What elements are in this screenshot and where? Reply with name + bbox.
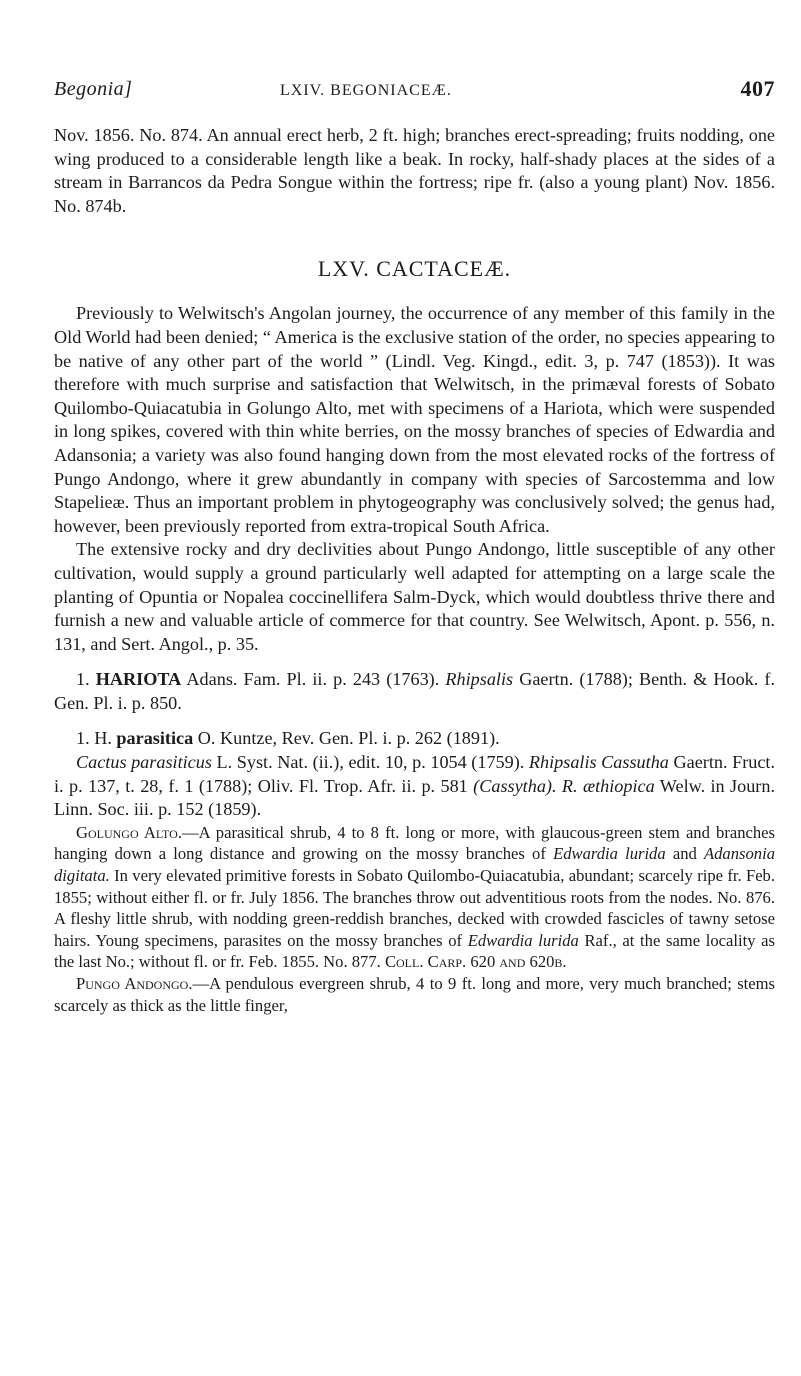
paragraph-cultivation: The extensive rocky and dry declivities about Pungo Andongo, little susceptible of any other cultivation, would supply a ground particularly well adapted for attempting on a large scale the planting of Opuntia or Nopalea coccinellifera Salm-Dyck, which would doubtless thrive there and furnish a new and valuable article of commerce for that country. See Welwitsch, Apont. p. 556, n. 131, and Sert. Angol., p. 35. — [54, 539, 775, 654]
synonym-3: R. æthiopica — [561, 775, 655, 796]
specimen-number: 877. — [351, 952, 381, 972]
locality-golungo-alto — [54, 822, 775, 973]
locality-text: In very elevated primitive forests in Sobato Quilombo-Quiacatubia, abundant; scarcely ripe fr. Feb. 1855; without either fl. or fr. July 1856. The branches throw out adventitious roots from the nodes. No. — [54, 866, 776, 907]
species-number: 1. H. — [76, 728, 112, 749]
genus-entry — [54, 668, 775, 715]
locality-pungo-andongo — [54, 973, 775, 1016]
running-head-left: Begonia] — [54, 78, 133, 100]
taxon-ref: Edwardia lurida — [553, 844, 666, 864]
locality-text: —A parasitical shrub, 4 to 8 ft. long or more, with glaucous-green stem and branches hanging down a long distance and growing on the mossy branches of — [54, 822, 775, 864]
genus-citation: Adans. Fam. Pl. ii. p. 243 (1763). — [186, 669, 440, 690]
locality-text: Raf., at the same locality as the last No.; without fl. or fr. Feb. 1855. No. — [54, 930, 776, 972]
synonym-2: Rhipsalis Cassutha — [528, 752, 669, 773]
species-citation: O. Kuntze, Rev. Gen. Pl. i. p. 262 (1891). — [197, 728, 500, 749]
synonym-2-note: (Cassytha). — [473, 775, 557, 796]
running-head-center: LXIV. BEGONIACEÆ. — [280, 82, 452, 99]
collection-ref: Coll. Carp. 620 and 620b. — [384, 952, 567, 972]
paragraph-history: Previously to Welwitsch's Angolan journey, the occurrence of any member of this family in the Old World had been denied; “ America is the exclusive station of the order, no species appearing to be native of any other part of the world ” (Lindl. Veg. Kingd., edit. 3, p. 747 (1853)). It was therefore with much surprise and satisfaction that Welwitsch, in the primæval forests of Sobato Quilombo-Quiacatubia in Golungo Alto, met with specimens of a Hariota, which were suspended in long spikes, covered with thin white berries, on the mossy branches of species of Edwardia and Adansonia; a variety was also found hanging down from the most elevated rocks of the fortress of Pungo Andongo, where it grew abundantly in company with species of Sarcostemma and low Stapelieæ. Thus an important problem in phytogeography was conclusively solved; the genus had, however, been previously reported from extra-tropical South Africa. — [54, 303, 775, 536]
genus-name: HARIOTA — [95, 669, 182, 690]
locality-text: A fleshy little shrub, with nodding green-reddish branches, decked with crowded fascicles of tawny setose hairs. Young specimens, parasites on the mossy branches of — [54, 909, 775, 950]
intro-paragraph: Nov. 1856. No. 874. An annual erect herb, 2 ft. high; branches erect-spreading; fruits nodding, one wing produced to a considerable length like a beak. In rocky, half-shady places at the sides of a stream in Barrancos da Pedra Songue within the fortress; ripe fr. (also a young plant) Nov. 1856. No. 874b. — [54, 125, 775, 216]
synonym-2-citation: Gaertn. Fruct. i. p. 137, t. 28, f. 1 (1788); Oliv. Fl. Trop. Afr. ii. p. 581 — [54, 752, 776, 796]
taxon-ref: Adansonia digitata. — [54, 844, 775, 886]
page-number: 407 — [740, 76, 775, 101]
synonym-3-citation: Welw. in Journ. Linn. Soc. iii. p. 152 (1859). — [54, 775, 775, 820]
taxon-ref: Edwardia lurida — [467, 930, 579, 950]
locality-name: Pungo Andongo. — [76, 974, 193, 993]
genus-synonym: Rhipsalis — [445, 669, 514, 690]
synonym-1: Cactus parasiticus — [76, 752, 212, 773]
genus-number: 1. — [76, 669, 90, 690]
species-name: parasitica — [116, 728, 194, 749]
locality-text: and — [672, 844, 697, 864]
specimen-number: 876. — [745, 887, 775, 907]
section-title: LXV. CACTACEÆ. — [317, 256, 512, 282]
synonym-1-citation: L. Syst. Nat. (ii.), edit. 10, p. 1054 (1759). — [216, 752, 525, 773]
species-synonyms — [54, 751, 775, 822]
locality-text: —A pendulous evergreen shrub, 4 to 9 ft. long and more, very much branched; stems scarcely as thick as the little finger, — [54, 974, 775, 1015]
species-entry — [54, 727, 775, 751]
genus-synonym-citation: Gaertn. (1788); Benth. & Hook. f. Gen. Pl. i. p. 850. — [54, 669, 776, 713]
locality-name: Golungo Alto. — [76, 822, 182, 842]
running-header — [54, 30, 775, 101]
